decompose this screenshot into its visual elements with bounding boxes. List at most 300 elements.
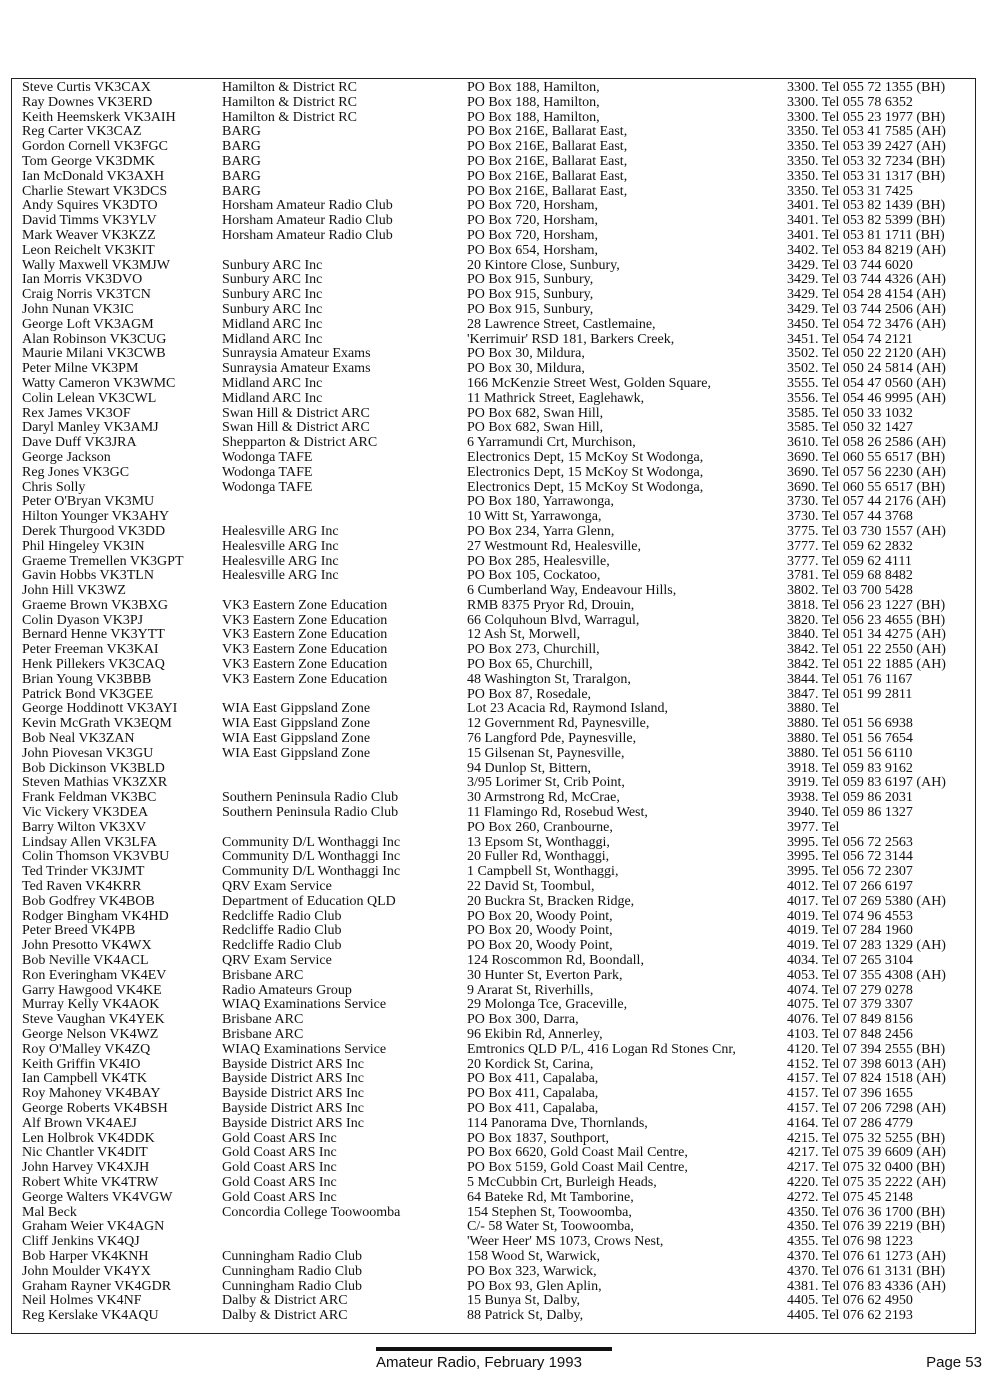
postcode-phone: 4152. Tel 07 398 6013 (AH) — [787, 1057, 946, 1072]
contact-name: Graeme Brown VK3BXG — [22, 598, 168, 613]
contact-name: Bob Harper VK4KNH — [22, 1249, 149, 1264]
postcode-phone: 4074. Tel 07 279 0278 — [787, 983, 913, 998]
postcode-phone: 4075. Tel 07 379 3307 — [787, 998, 913, 1013]
club-name: VK3 Eastern Zone Education — [222, 643, 388, 658]
postal-address: PO Box 216E, Ballarat East, — [467, 169, 628, 184]
club-name: Sunbury ARC Inc — [222, 302, 323, 317]
directory-row — [22, 1132, 974, 1147]
postal-address: 9 Ararat St, Riverhills, — [467, 983, 594, 998]
directory-row — [22, 1265, 974, 1280]
club-name: BARG — [222, 125, 261, 140]
club-name: WIA East Gippsland Zone — [222, 702, 371, 717]
club-name: Gold Coast ARS Inc — [222, 1146, 337, 1161]
contact-name: Wally Maxwell VK3MJW — [22, 258, 170, 273]
directory-row — [22, 333, 974, 348]
postcode-phone: 4012. Tel 07 266 6197 — [787, 880, 913, 895]
directory-row — [22, 1058, 974, 1073]
postcode-phone: 3690. Tel 057 56 2230 (AH) — [787, 465, 946, 480]
club-name: Redcliffe Radio Club — [222, 909, 342, 924]
postcode-phone: 4157. Tel 07 206 7298 (AH) — [787, 1101, 946, 1116]
club-name: Wodonga TAFE — [222, 450, 313, 465]
directory-row — [22, 125, 974, 140]
postcode-phone: 3300. Tel 055 23 1977 (BH) — [787, 110, 946, 125]
postal-address: 76 Langford Pde, Paynesville, — [467, 732, 637, 747]
club-name: Midland ARC Inc — [222, 376, 323, 391]
club-name: VK3 Eastern Zone Education — [222, 628, 388, 643]
postcode-phone: 3402. Tel 053 84 8219 (AH) — [787, 243, 946, 258]
postal-address: 6 Yarramundi Crt, Murchison, — [467, 436, 636, 451]
postal-address: 154 Stephen St, Toowoomba, — [467, 1205, 632, 1220]
directory-row — [22, 732, 974, 747]
directory-row — [22, 880, 974, 895]
postal-address: 6 Cumberland Way, Endeavour Hills, — [467, 584, 677, 599]
contact-name: Mal Beck — [22, 1205, 77, 1220]
directory-row — [22, 614, 974, 629]
contact-name: Keith Griffin VK4IO — [22, 1057, 141, 1072]
postal-address: PO Box 411, Capalaba, — [467, 1101, 599, 1116]
club-name: BARG — [222, 154, 261, 169]
postcode-phone: 3775. Tel 03 730 1557 (AH) — [787, 524, 946, 539]
club-name: Brisbane ARC — [222, 1013, 304, 1028]
postcode-phone: 3781. Tel 059 68 8482 — [787, 569, 913, 584]
contact-name: Garry Hawgood VK4KE — [22, 983, 162, 998]
postal-address: PO Box 105, Cockatoo, — [467, 569, 601, 584]
club-name: QRV Exam Service — [222, 880, 332, 895]
contact-name: Steve Curtis VK3CAX — [22, 81, 151, 95]
contact-name: Craig Norris VK3TCN — [22, 288, 151, 303]
postal-address: RMB 8375 Pryor Rd, Drouin, — [467, 598, 635, 613]
contact-name: Watty Cameron VK3WMC — [22, 376, 176, 391]
postcode-phone: 4217. Tel 075 32 0400 (BH) — [787, 1161, 946, 1176]
club-name: Hamilton & District RC — [222, 81, 357, 95]
contact-name: Alf Brown VK4AEJ — [22, 1116, 137, 1131]
postal-address: 11 Mathrick Street, Eaglehawk, — [467, 391, 645, 406]
postal-address: 94 Dunlop St, Bittern, — [467, 761, 592, 776]
directory-row — [22, 569, 974, 584]
directory-row — [22, 555, 974, 570]
postcode-phone: 3730. Tel 057 44 3768 — [787, 510, 913, 525]
postal-address: Electronics Dept, 15 McKoy St Wodonga, — [467, 450, 704, 465]
club-name: Healesville ARG Inc — [222, 554, 339, 569]
postal-address: 12 Ash St, Morwell, — [467, 628, 581, 643]
directory-row — [22, 584, 974, 599]
contact-name: Bob Neal VK3ZAN — [22, 732, 135, 747]
postal-address: PO Box 216E, Ballarat East, — [467, 184, 628, 199]
postcode-phone: 3610. Tel 058 26 2586 (AH) — [787, 436, 946, 451]
contact-name: John Piovesan VK3GU — [22, 746, 154, 761]
postcode-phone: 3555. Tel 054 47 0560 (AH) — [787, 376, 946, 391]
postal-address: PO Box 285, Healesville, — [467, 554, 610, 569]
directory-row — [22, 1161, 974, 1176]
postal-address: 20 Kordick St, Carina, — [467, 1057, 594, 1072]
postcode-phone: 3730. Tel 057 44 2176 (AH) — [787, 495, 946, 510]
postcode-phone: 3919. Tel 059 83 6197 (AH) — [787, 776, 946, 791]
postal-address: 30 Armstrong Rd, McCrae, — [467, 791, 620, 806]
postal-address: PO Box 273, Churchill, — [467, 643, 600, 658]
postcode-phone: 4103. Tel 07 848 2456 — [787, 1028, 913, 1042]
club-name: Sunbury ARC Inc — [222, 273, 323, 288]
postcode-phone: 3300. Tel 055 72 1355 (BH) — [787, 81, 946, 95]
contact-name: Alan Robinson VK3CUG — [22, 332, 167, 347]
postal-address: Electronics Dept, 15 McKoy St Wodonga, — [467, 480, 704, 495]
directory-row — [22, 895, 974, 910]
postal-address: PO Box 411, Capalaba, — [467, 1072, 599, 1087]
contact-name: Peter Breed VK4PB — [22, 924, 136, 939]
postal-address: 158 Wood St, Warwick, — [467, 1249, 600, 1264]
contact-name: Vic Vickery VK3DEA — [22, 806, 149, 821]
club-name: Brisbane ARC — [222, 968, 304, 983]
postal-address: 124 Roscommon Rd, Boondall, — [467, 954, 644, 969]
postcode-phone: 3818. Tel 056 23 1227 (BH) — [787, 598, 946, 613]
postcode-phone: 4034. Tel 07 265 3104 — [787, 954, 913, 969]
club-name: Swan Hill & District ARC — [222, 406, 370, 421]
club-name: Southern Peninsula Radio Club — [222, 791, 399, 806]
directory-row — [22, 1117, 974, 1132]
directory-row — [22, 747, 974, 762]
postcode-phone: 4164. Tel 07 286 4779 — [787, 1116, 913, 1131]
club-name: Midland ARC Inc — [222, 317, 323, 332]
directory-row — [22, 599, 974, 614]
directory-row — [22, 717, 974, 732]
directory-row — [22, 525, 974, 540]
postal-address: 64 Bateke Rd, Mt Tamborine, — [467, 1190, 634, 1205]
contact-name: Ray Downes VK3ERD — [22, 95, 153, 110]
page-number: Page 53 — [926, 1354, 982, 1371]
directory-row — [22, 1220, 974, 1235]
postcode-phone: 3690. Tel 060 55 6517 (BH) — [787, 480, 946, 495]
directory-row — [22, 1176, 974, 1191]
club-name: Horsham Amateur Radio Club — [222, 199, 393, 214]
postal-address: 'Weer Heer' MS 1073, Crows Nest, — [467, 1235, 664, 1250]
club-name: Gold Coast ARS Inc — [222, 1161, 337, 1176]
postcode-phone: 3777. Tel 059 62 4111 — [787, 554, 912, 569]
postal-address: 20 Fuller Rd, Wonthaggi, — [467, 850, 610, 865]
directory-row — [22, 969, 974, 984]
contact-name: Colin Lelean VK3CWL — [22, 391, 157, 406]
club-name: Gold Coast ARS Inc — [222, 1190, 337, 1205]
directory-row — [22, 1235, 974, 1250]
club-name: Hamilton & District RC — [222, 110, 357, 125]
directory-row — [22, 170, 974, 185]
postcode-phone: 3880. Tel — [787, 702, 840, 717]
directory-row — [22, 436, 974, 451]
postcode-phone: 3844. Tel 051 76 1167 — [787, 672, 913, 687]
postal-address: Lot 23 Acacia Rd, Raymond Island, — [467, 702, 669, 717]
contact-name: Patrick Bond VK3GEE — [22, 687, 154, 702]
club-name: WIA East Gippsland Zone — [222, 717, 371, 732]
contact-name: George Loft VK3AGM — [22, 317, 154, 332]
postcode-phone: 3977. Tel — [787, 820, 840, 835]
contact-name: Neil Holmes VK4NF — [22, 1294, 142, 1309]
postal-address: PO Box 6620, Gold Coast Mail Centre, — [467, 1146, 688, 1161]
directory-row — [22, 762, 974, 777]
postal-address: 15 Gilsenan St, Paynesville, — [467, 746, 625, 761]
postcode-phone: 3880. Tel 051 56 6110 — [787, 746, 913, 761]
postcode-phone: 3401. Tel 053 81 1711 (BH) — [787, 228, 945, 243]
contact-name: Cliff Jenkins VK4QJ — [22, 1235, 140, 1250]
contact-name: Reg Jones VK3GC — [22, 465, 130, 480]
club-name: Shepparton & District ARC — [222, 436, 378, 451]
postal-address: PO Box 188, Hamilton, — [467, 110, 600, 125]
club-name: Sunbury ARC Inc — [222, 258, 323, 273]
postal-address: PO Box 30, Mildura, — [467, 362, 585, 377]
directory-row — [22, 924, 974, 939]
contact-name: Ron Everingham VK4EV — [22, 968, 167, 983]
club-name: BARG — [222, 140, 261, 155]
contact-name: Daryl Manley VK3AMJ — [22, 421, 159, 436]
postal-address: PO Box 323, Warwick, — [467, 1264, 597, 1279]
club-name: Bayside District ARS Inc — [222, 1087, 364, 1102]
directory-row — [22, 998, 974, 1013]
club-name: Brisbane ARC — [222, 1028, 304, 1042]
postal-address: PO Box 300, Darra, — [467, 1013, 579, 1028]
postcode-phone: 3585. Tel 050 32 1427 — [787, 421, 913, 436]
club-name: Southern Peninsula Radio Club — [222, 806, 399, 821]
directory-row — [22, 1294, 974, 1309]
contact-name: Kevin McGrath VK3EQM — [22, 717, 172, 732]
club-name: Healesville ARG Inc — [222, 539, 339, 554]
postcode-phone: 3350. Tel 053 32 7234 (BH) — [787, 154, 946, 169]
contact-name: Graeme Tremellen VK3GPT — [22, 554, 184, 569]
postal-address: 166 McKenzie Street West, Golden Square, — [467, 376, 711, 391]
postcode-phone: 3429. Tel 054 28 4154 (AH) — [787, 288, 946, 303]
postcode-phone: 3940. Tel 059 86 1327 — [787, 806, 913, 821]
contact-name: Roy Mahoney VK4BAY — [22, 1087, 161, 1102]
contact-name: George Roberts VK4BSH — [22, 1101, 168, 1116]
contact-name: Ian McDonald VK3AXH — [22, 169, 165, 184]
directory-row — [22, 1102, 974, 1117]
contact-name: Colin Dyason VK3PJ — [22, 613, 144, 628]
club-name: Community D/L Wonthaggi Inc — [222, 835, 401, 850]
directory-row — [22, 495, 974, 510]
postcode-phone: 3918. Tel 059 83 9162 — [787, 761, 913, 776]
club-name: BARG — [222, 184, 261, 199]
postcode-phone: 4350. Tel 076 39 2219 (BH) — [787, 1220, 946, 1235]
postal-address: PO Box 234, Yarra Glenn, — [467, 524, 615, 539]
club-name: Horsham Amateur Radio Club — [222, 214, 393, 229]
postcode-phone: 3880. Tel 051 56 7654 — [787, 732, 913, 747]
postal-address: PO Box 30, Mildura, — [467, 347, 585, 362]
club-name: Redcliffe Radio Club — [222, 924, 342, 939]
postal-address: PO Box 20, Woody Point, — [467, 909, 613, 924]
postal-address: PO Box 20, Woody Point, — [467, 924, 613, 939]
club-name: Wodonga TAFE — [222, 465, 313, 480]
contact-name: Roy O'Malley VK4ZQ — [22, 1042, 151, 1057]
postal-address: PO Box 682, Swan Hill, — [467, 421, 604, 436]
postal-address: PO Box 20, Woody Point, — [467, 939, 613, 954]
postal-address: 3/95 Lorimer St, Crib Point, — [467, 776, 625, 791]
club-name: Wodonga TAFE — [222, 480, 313, 495]
club-name: Swan Hill & District ARC — [222, 421, 370, 436]
postcode-phone: 4370. Tel 076 61 1273 (AH) — [787, 1249, 946, 1264]
postcode-phone: 3585. Tel 050 33 1032 — [787, 406, 913, 421]
directory-row — [22, 954, 974, 969]
footer-rule — [376, 1347, 612, 1351]
postcode-phone: 3429. Tel 03 744 4326 (AH) — [787, 273, 946, 288]
postcode-phone: 4370. Tel 076 61 3131 (BH) — [787, 1264, 946, 1279]
club-name: Department of Education QLD — [222, 894, 396, 909]
club-name: Bayside District ARS Inc — [222, 1101, 364, 1116]
club-name: BARG — [222, 169, 261, 184]
directory-row — [22, 1146, 974, 1161]
contact-name: Rodger Bingham VK4HD — [22, 909, 169, 924]
contact-name: Bob Godfrey VK4BOB — [22, 894, 155, 909]
directory-row — [22, 1309, 974, 1324]
postal-address: PO Box 216E, Ballarat East, — [467, 125, 628, 140]
directory-row — [22, 421, 974, 436]
directory-row — [22, 865, 974, 880]
postal-address: 10 Witt St, Yarrawonga, — [467, 510, 602, 525]
directory-row — [22, 510, 974, 525]
postal-address: PO Box 188, Hamilton, — [467, 81, 600, 95]
postcode-phone: 4381. Tel 076 83 4336 (AH) — [787, 1279, 946, 1294]
postcode-phone: 4157. Tel 07 824 1518 (AH) — [787, 1072, 946, 1087]
contact-name: George Hoddinott VK3AYI — [22, 702, 178, 717]
directory-row — [22, 140, 974, 155]
contact-name: Ian Campbell VK4TK — [22, 1072, 147, 1087]
contact-name: John Presotto VK4WX — [22, 939, 152, 954]
contact-name: Leon Reichelt VK3KIT — [22, 243, 155, 258]
postal-address: 114 Panorama Dve, Thornlands, — [467, 1116, 648, 1131]
club-name: Community D/L Wonthaggi Inc — [222, 865, 401, 880]
club-name: Community D/L Wonthaggi Inc — [222, 850, 401, 865]
directory-row — [22, 347, 974, 362]
postcode-phone: 3401. Tel 053 82 1439 (BH) — [787, 199, 946, 214]
postcode-phone: 3880. Tel 051 56 6938 — [787, 717, 913, 732]
directory-row — [22, 81, 974, 96]
postal-address: PO Box 1837, Southport, — [467, 1131, 609, 1146]
contact-name: Dave Duff VK3JRA — [22, 436, 137, 451]
contact-name: George Nelson VK4WZ — [22, 1028, 159, 1042]
contact-name: Robert White VK4TRW — [22, 1175, 159, 1190]
postal-address: 29 Molonga Tce, Graceville, — [467, 998, 628, 1013]
postcode-phone: 3995. Tel 056 72 2307 — [787, 865, 913, 880]
directory-row — [22, 229, 974, 244]
postcode-phone: 4350. Tel 076 36 1700 (BH) — [787, 1205, 946, 1220]
postal-address: PO Box 915, Sunbury, — [467, 288, 594, 303]
postcode-phone: 3842. Tel 051 22 1885 (AH) — [787, 658, 946, 673]
club-name: Radio Amateurs Group — [222, 983, 352, 998]
postcode-phone: 3802. Tel 03 700 5428 — [787, 584, 913, 599]
contact-name: Nic Chantler VK4DIT — [22, 1146, 148, 1161]
club-name: WIAQ Examinations Service — [222, 1042, 387, 1057]
contact-name: Ted Raven VK4KRR — [22, 880, 142, 895]
club-name: Midland ARC Inc — [222, 391, 323, 406]
directory-row — [22, 1028, 974, 1043]
postal-address: Electronics Dept, 15 McKoy St Wodonga, — [467, 465, 704, 480]
postcode-phone: 4272. Tel 075 45 2148 — [787, 1190, 913, 1205]
club-name: Gold Coast ARS Inc — [222, 1175, 337, 1190]
contact-name: David Timms VK3YLV — [22, 214, 157, 229]
contact-name: Tom George VK3DMK — [22, 154, 156, 169]
contact-name: Gavin Hobbs VK3TLN — [22, 569, 154, 584]
contact-name: Peter O'Bryan VK3MU — [22, 495, 155, 510]
contact-name: Gordon Cornell VK3FGC — [22, 140, 168, 155]
postal-address: PO Box 65, Churchill, — [467, 658, 593, 673]
directory-row — [22, 303, 974, 318]
postal-address: 12 Government Rd, Paynesville, — [467, 717, 650, 732]
postcode-phone: 3450. Tel 054 72 3476 (AH) — [787, 317, 946, 332]
postcode-phone: 3350. Tel 053 39 2427 (AH) — [787, 140, 946, 155]
postcode-phone: 3995. Tel 056 72 2563 — [787, 835, 913, 850]
directory-row — [22, 1280, 974, 1295]
postal-address: C/- 58 Water St, Toowoomba, — [467, 1220, 634, 1235]
postal-address: PO Box 5159, Gold Coast Mail Centre, — [467, 1161, 688, 1176]
directory-list — [22, 81, 974, 1324]
postal-address: 22 David St, Toombul, — [467, 880, 595, 895]
contact-name: Henk Pillekers VK3CAQ — [22, 658, 165, 673]
directory-row — [22, 910, 974, 925]
club-name: VK3 Eastern Zone Education — [222, 613, 388, 628]
directory-row — [22, 850, 974, 865]
postal-address: PO Box 180, Yarrawonga, — [467, 495, 614, 510]
contact-name: Peter Freeman VK3KAI — [22, 643, 159, 658]
postal-address: PO Box 720, Horsham, — [467, 199, 599, 214]
directory-row — [22, 244, 974, 259]
club-name: Midland ARC Inc — [222, 332, 323, 347]
directory-row — [22, 821, 974, 836]
postcode-phone: 4157. Tel 07 396 1655 — [787, 1087, 913, 1102]
postcode-phone: 4355. Tel 076 98 1223 — [787, 1235, 913, 1250]
postcode-phone: 3350. Tel 053 31 7425 — [787, 184, 913, 199]
directory-row — [22, 318, 974, 333]
postcode-phone: 3300. Tel 055 78 6352 — [787, 95, 913, 110]
postal-address: PO Box 654, Horsham, — [467, 243, 599, 258]
postcode-phone: 3429. Tel 03 744 2506 (AH) — [787, 302, 946, 317]
directory-row — [22, 96, 974, 111]
postal-address: PO Box 720, Horsham, — [467, 228, 599, 243]
directory-row — [22, 658, 974, 673]
postcode-phone: 3840. Tel 051 34 4275 (AH) — [787, 628, 946, 643]
postcode-phone: 4019. Tel 074 96 4553 — [787, 909, 913, 924]
directory-row — [22, 466, 974, 481]
directory-row — [22, 628, 974, 643]
postcode-phone: 3820. Tel 056 23 4655 (BH) — [787, 613, 946, 628]
directory-row — [22, 1250, 974, 1265]
club-name: Hamilton & District RC — [222, 95, 357, 110]
directory-row — [22, 836, 974, 851]
postal-address: PO Box 188, Hamilton, — [467, 95, 600, 110]
postal-address: 27 Westmount Rd, Healesville, — [467, 539, 641, 554]
contact-name: Steve Vaughan VK4YEK — [22, 1013, 165, 1028]
postal-address: 20 Buckra St, Bracken Ridge, — [467, 894, 635, 909]
club-name: WIAQ Examinations Service — [222, 998, 387, 1013]
directory-row — [22, 1087, 974, 1102]
postcode-phone: 4220. Tel 075 35 2222 (AH) — [787, 1175, 946, 1190]
directory-row — [22, 939, 974, 954]
contact-name: Ted Trinder VK3JMT — [22, 865, 145, 880]
contact-name: Derek Thurgood VK3DD — [22, 524, 166, 539]
postcode-phone: 3451. Tel 054 74 2121 — [787, 332, 913, 347]
contact-name: John Nunan VK3IC — [22, 302, 134, 317]
directory-row — [22, 702, 974, 717]
directory-row — [22, 1206, 974, 1221]
directory-row — [22, 1191, 974, 1206]
contact-name: Andy Squires VK3DTO — [22, 199, 158, 214]
contact-name: Colin Thomson VK3VBU — [22, 850, 170, 865]
club-name: WIA East Gippsland Zone — [222, 746, 371, 761]
postcode-phone: 3350. Tel 053 31 1317 (BH) — [787, 169, 946, 184]
postal-address: 30 Hunter St, Everton Park, — [467, 968, 623, 983]
contact-name: John Harvey VK4XJH — [22, 1161, 150, 1176]
club-name: VK3 Eastern Zone Education — [222, 672, 388, 687]
contact-name: Bernard Henne VK3YTT — [22, 628, 165, 643]
postal-address: 15 Bunya St, Dalby, — [467, 1294, 581, 1309]
contact-name: Reg Kerslake VK4AQU — [22, 1309, 159, 1324]
postal-address: 11 Flamingo Rd, Rosebud West, — [467, 806, 648, 821]
contact-name: Rex James VK3OF — [22, 406, 131, 421]
contact-name: Lindsay Allen VK3LFA — [22, 835, 157, 850]
